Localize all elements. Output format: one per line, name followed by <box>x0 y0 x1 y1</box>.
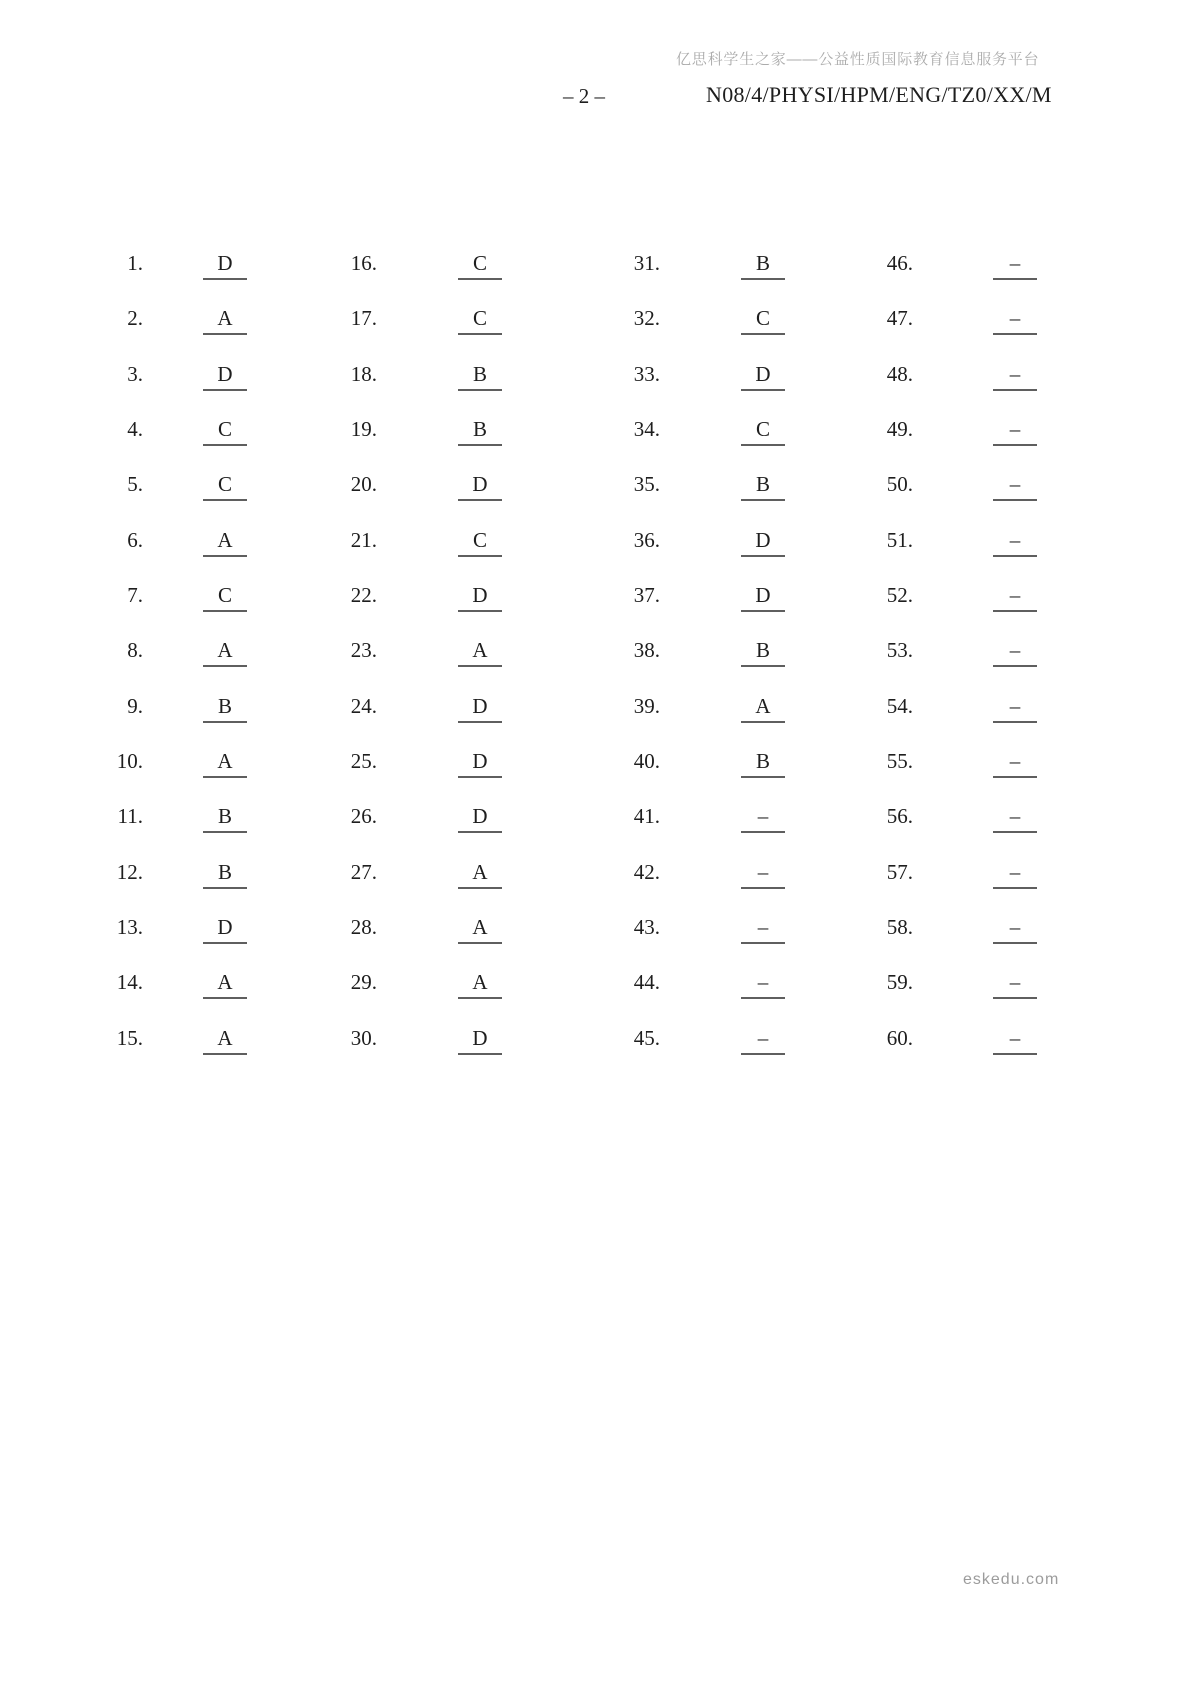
answer-value-23: A <box>458 638 502 667</box>
answer-value-22: D <box>458 583 502 612</box>
answer-value-40: B <box>741 749 785 778</box>
answer-value-37: D <box>741 583 785 612</box>
question-number-35: 35. <box>633 472 660 497</box>
answer-cell-24 <box>377 694 583 749</box>
answer-cell-28 <box>377 915 583 970</box>
question-number-41: 41. <box>633 804 660 829</box>
answer-cell-16 <box>377 251 583 306</box>
answer-value-12: B <box>203 860 247 889</box>
answer-value-57: – <box>993 860 1037 889</box>
answer-value-47: – <box>993 306 1037 335</box>
answer-cell-47 <box>913 306 1117 361</box>
question-number-3: 3. <box>127 361 143 386</box>
answer-cell-15 <box>143 1026 307 1081</box>
answer-cell-9 <box>143 694 307 749</box>
question-number-33: 33. <box>633 361 660 386</box>
answer-cell-21 <box>377 528 583 583</box>
question-number-27: 27. <box>350 859 377 884</box>
answer-value-43: – <box>741 915 785 944</box>
answer-cell-32 <box>660 306 866 361</box>
question-number-58: 58. <box>886 914 913 939</box>
answer-value-27: A <box>458 860 502 889</box>
answer-cell-49 <box>913 417 1117 472</box>
answer-cell-52 <box>913 583 1117 638</box>
question-number-1: 1. <box>127 251 143 275</box>
question-number-54: 54. <box>886 693 913 718</box>
answer-value-11: B <box>203 804 247 833</box>
question-number-43: 43. <box>633 914 660 939</box>
answer-cell-34 <box>660 417 866 472</box>
answer-cell-38 <box>660 638 866 693</box>
question-number-29: 29. <box>350 970 377 995</box>
answer-cell-4 <box>143 417 307 472</box>
question-number-44: 44. <box>633 970 660 995</box>
answer-cell-48 <box>913 362 1117 417</box>
question-number-15: 15. <box>116 1025 143 1050</box>
answer-value-26: D <box>458 804 502 833</box>
answer-value-17: C <box>458 306 502 335</box>
answer-cell-41 <box>660 804 866 859</box>
answer-cell-46 <box>913 251 1117 306</box>
site-banner-text: 亿思科学生之家——公益性质国际教育信息服务平台 <box>676 51 1040 68</box>
answer-value-53: – <box>993 638 1037 667</box>
question-number-18: 18. <box>350 361 377 386</box>
answer-value-5: C <box>203 472 247 501</box>
question-number-36: 36. <box>633 527 660 552</box>
answer-value-54: – <box>993 694 1037 723</box>
answer-cell-33 <box>660 362 866 417</box>
answer-value-44: – <box>741 970 785 999</box>
question-number-17: 17. <box>350 306 377 331</box>
question-number-45: 45. <box>633 1025 660 1050</box>
answer-value-55: – <box>993 749 1037 778</box>
answer-cell-37 <box>660 583 866 638</box>
answer-cell-36 <box>660 528 866 583</box>
answer-value-9: B <box>203 694 247 723</box>
answer-cell-12 <box>143 860 307 915</box>
question-number-48: 48. <box>886 361 913 386</box>
answer-cell-60 <box>913 1026 1117 1081</box>
answer-value-32: C <box>741 306 785 335</box>
answer-value-4: C <box>203 417 247 446</box>
question-number-49: 49. <box>886 416 913 441</box>
question-number-4: 4. <box>127 416 143 441</box>
answer-cell-10 <box>143 749 307 804</box>
answer-cell-35 <box>660 472 866 527</box>
answer-cell-39 <box>660 694 866 749</box>
answer-cell-14 <box>143 970 307 1025</box>
question-number-6: 6. <box>127 527 143 552</box>
answer-value-33: D <box>741 362 785 391</box>
answer-cell-23 <box>377 638 583 693</box>
answer-value-49: – <box>993 417 1037 446</box>
question-number-52: 52. <box>886 582 913 607</box>
answer-value-2: A <box>203 306 247 335</box>
answer-value-25: D <box>458 749 502 778</box>
paper-code: N08/4/PHYSI/HPM/ENG/TZ0/XX/M <box>706 82 1052 107</box>
answer-cell-25 <box>377 749 583 804</box>
question-number-9: 9. <box>127 693 143 718</box>
question-number-56: 56. <box>886 804 913 829</box>
answer-value-41: – <box>741 804 785 833</box>
answer-value-50: – <box>993 472 1037 501</box>
question-number-28: 28. <box>350 914 377 939</box>
answer-cell-45 <box>660 1026 866 1081</box>
answer-cell-30 <box>377 1026 583 1081</box>
question-number-5: 5. <box>127 472 143 497</box>
question-number-38: 38. <box>633 638 660 663</box>
question-number-10: 10. <box>116 748 143 773</box>
answer-value-14: A <box>203 970 247 999</box>
question-number-32: 32. <box>633 306 660 331</box>
question-number-11: 11. <box>117 804 143 829</box>
answer-cell-54 <box>913 694 1117 749</box>
answer-value-45: – <box>741 1026 785 1055</box>
question-number-46: 46. <box>886 251 913 275</box>
watermark-text: eskedu.com <box>963 1571 1060 1588</box>
answer-cell-44 <box>660 970 866 1025</box>
answer-cell-56 <box>913 804 1117 859</box>
question-number-31: 31. <box>633 251 660 275</box>
question-number-39: 39. <box>633 693 660 718</box>
answer-cell-11 <box>143 804 307 859</box>
question-number-14: 14. <box>116 970 143 995</box>
question-number-30: 30. <box>350 1025 377 1050</box>
answer-cell-13 <box>143 915 307 970</box>
answer-cell-26 <box>377 804 583 859</box>
answer-value-6: A <box>203 528 247 557</box>
answer-value-42: – <box>741 860 785 889</box>
answer-value-18: B <box>458 362 502 391</box>
answer-cell-7 <box>143 583 307 638</box>
question-number-13: 13. <box>116 914 143 939</box>
question-number-51: 51. <box>886 527 913 552</box>
question-number-50: 50. <box>886 472 913 497</box>
answer-cell-29 <box>377 970 583 1025</box>
answer-cell-43 <box>660 915 866 970</box>
answer-value-28: A <box>458 915 502 944</box>
answer-value-20: D <box>458 472 502 501</box>
answer-cell-1 <box>143 251 307 306</box>
answer-value-51: – <box>993 528 1037 557</box>
question-number-23: 23. <box>350 638 377 663</box>
question-number-8: 8. <box>127 638 143 663</box>
question-number-20: 20. <box>350 472 377 497</box>
answer-value-34: C <box>741 417 785 446</box>
question-number-25: 25. <box>350 748 377 773</box>
answer-value-35: B <box>741 472 785 501</box>
question-number-57: 57. <box>886 859 913 884</box>
answer-value-39: A <box>741 694 785 723</box>
answer-value-21: C <box>458 528 502 557</box>
question-number-42: 42. <box>633 859 660 884</box>
answer-cell-3 <box>143 362 307 417</box>
question-number-53: 53. <box>886 638 913 663</box>
answer-value-59: – <box>993 970 1037 999</box>
answer-value-10: A <box>203 749 247 778</box>
question-number-26: 26. <box>350 804 377 829</box>
answer-value-16: C <box>458 251 502 280</box>
answer-value-60: – <box>993 1026 1037 1055</box>
answer-value-3: D <box>203 362 247 391</box>
question-number-60: 60. <box>886 1025 913 1050</box>
answer-cell-27 <box>377 860 583 915</box>
answer-value-36: D <box>741 528 785 557</box>
answer-cell-8 <box>143 638 307 693</box>
answer-cell-57 <box>913 860 1117 915</box>
question-number-7: 7. <box>127 582 143 607</box>
question-number-21: 21. <box>350 527 377 552</box>
answer-cell-19 <box>377 417 583 472</box>
answer-value-38: B <box>741 638 785 667</box>
answer-cell-2 <box>143 306 307 361</box>
question-number-24: 24. <box>350 693 377 718</box>
answer-value-48: – <box>993 362 1037 391</box>
answer-cell-42 <box>660 860 866 915</box>
answer-value-46: – <box>993 251 1037 280</box>
answer-cell-50 <box>913 472 1117 527</box>
answer-cell-58 <box>913 915 1117 970</box>
answer-cell-51 <box>913 528 1117 583</box>
question-number-12: 12. <box>116 859 143 884</box>
answer-value-56: – <box>993 804 1037 833</box>
question-number-22: 22. <box>350 582 377 607</box>
question-number-34: 34. <box>633 416 660 441</box>
question-number-47: 47. <box>886 306 913 331</box>
answer-grid <box>0 251 1117 1081</box>
question-number-59: 59. <box>886 970 913 995</box>
answer-cell-6 <box>143 528 307 583</box>
answer-cell-17 <box>377 306 583 361</box>
answer-value-1: D <box>203 251 247 280</box>
answer-cell-31 <box>660 251 866 306</box>
question-number-55: 55. <box>886 748 913 773</box>
question-number-16: 16. <box>350 251 377 275</box>
answer-cell-59 <box>913 970 1117 1025</box>
page-number: – 2 – <box>563 84 605 108</box>
question-number-2: 2. <box>127 306 143 331</box>
answer-cell-40 <box>660 749 866 804</box>
answer-cell-53 <box>913 638 1117 693</box>
answer-cell-22 <box>377 583 583 638</box>
answer-cell-18 <box>377 362 583 417</box>
answer-value-19: B <box>458 417 502 446</box>
answer-value-7: C <box>203 583 247 612</box>
answer-cell-55 <box>913 749 1117 804</box>
question-number-40: 40. <box>633 748 660 773</box>
answer-value-8: A <box>203 638 247 667</box>
question-number-37: 37. <box>633 582 660 607</box>
answer-value-13: D <box>203 915 247 944</box>
answer-cell-20 <box>377 472 583 527</box>
answer-value-58: – <box>993 915 1037 944</box>
answer-value-31: B <box>741 251 785 280</box>
answer-value-30: D <box>458 1026 502 1055</box>
answer-value-29: A <box>458 970 502 999</box>
answer-value-52: – <box>993 583 1037 612</box>
answer-value-15: A <box>203 1026 247 1055</box>
answer-cell-5 <box>143 472 307 527</box>
question-number-19: 19. <box>350 416 377 441</box>
answer-value-24: D <box>458 694 502 723</box>
